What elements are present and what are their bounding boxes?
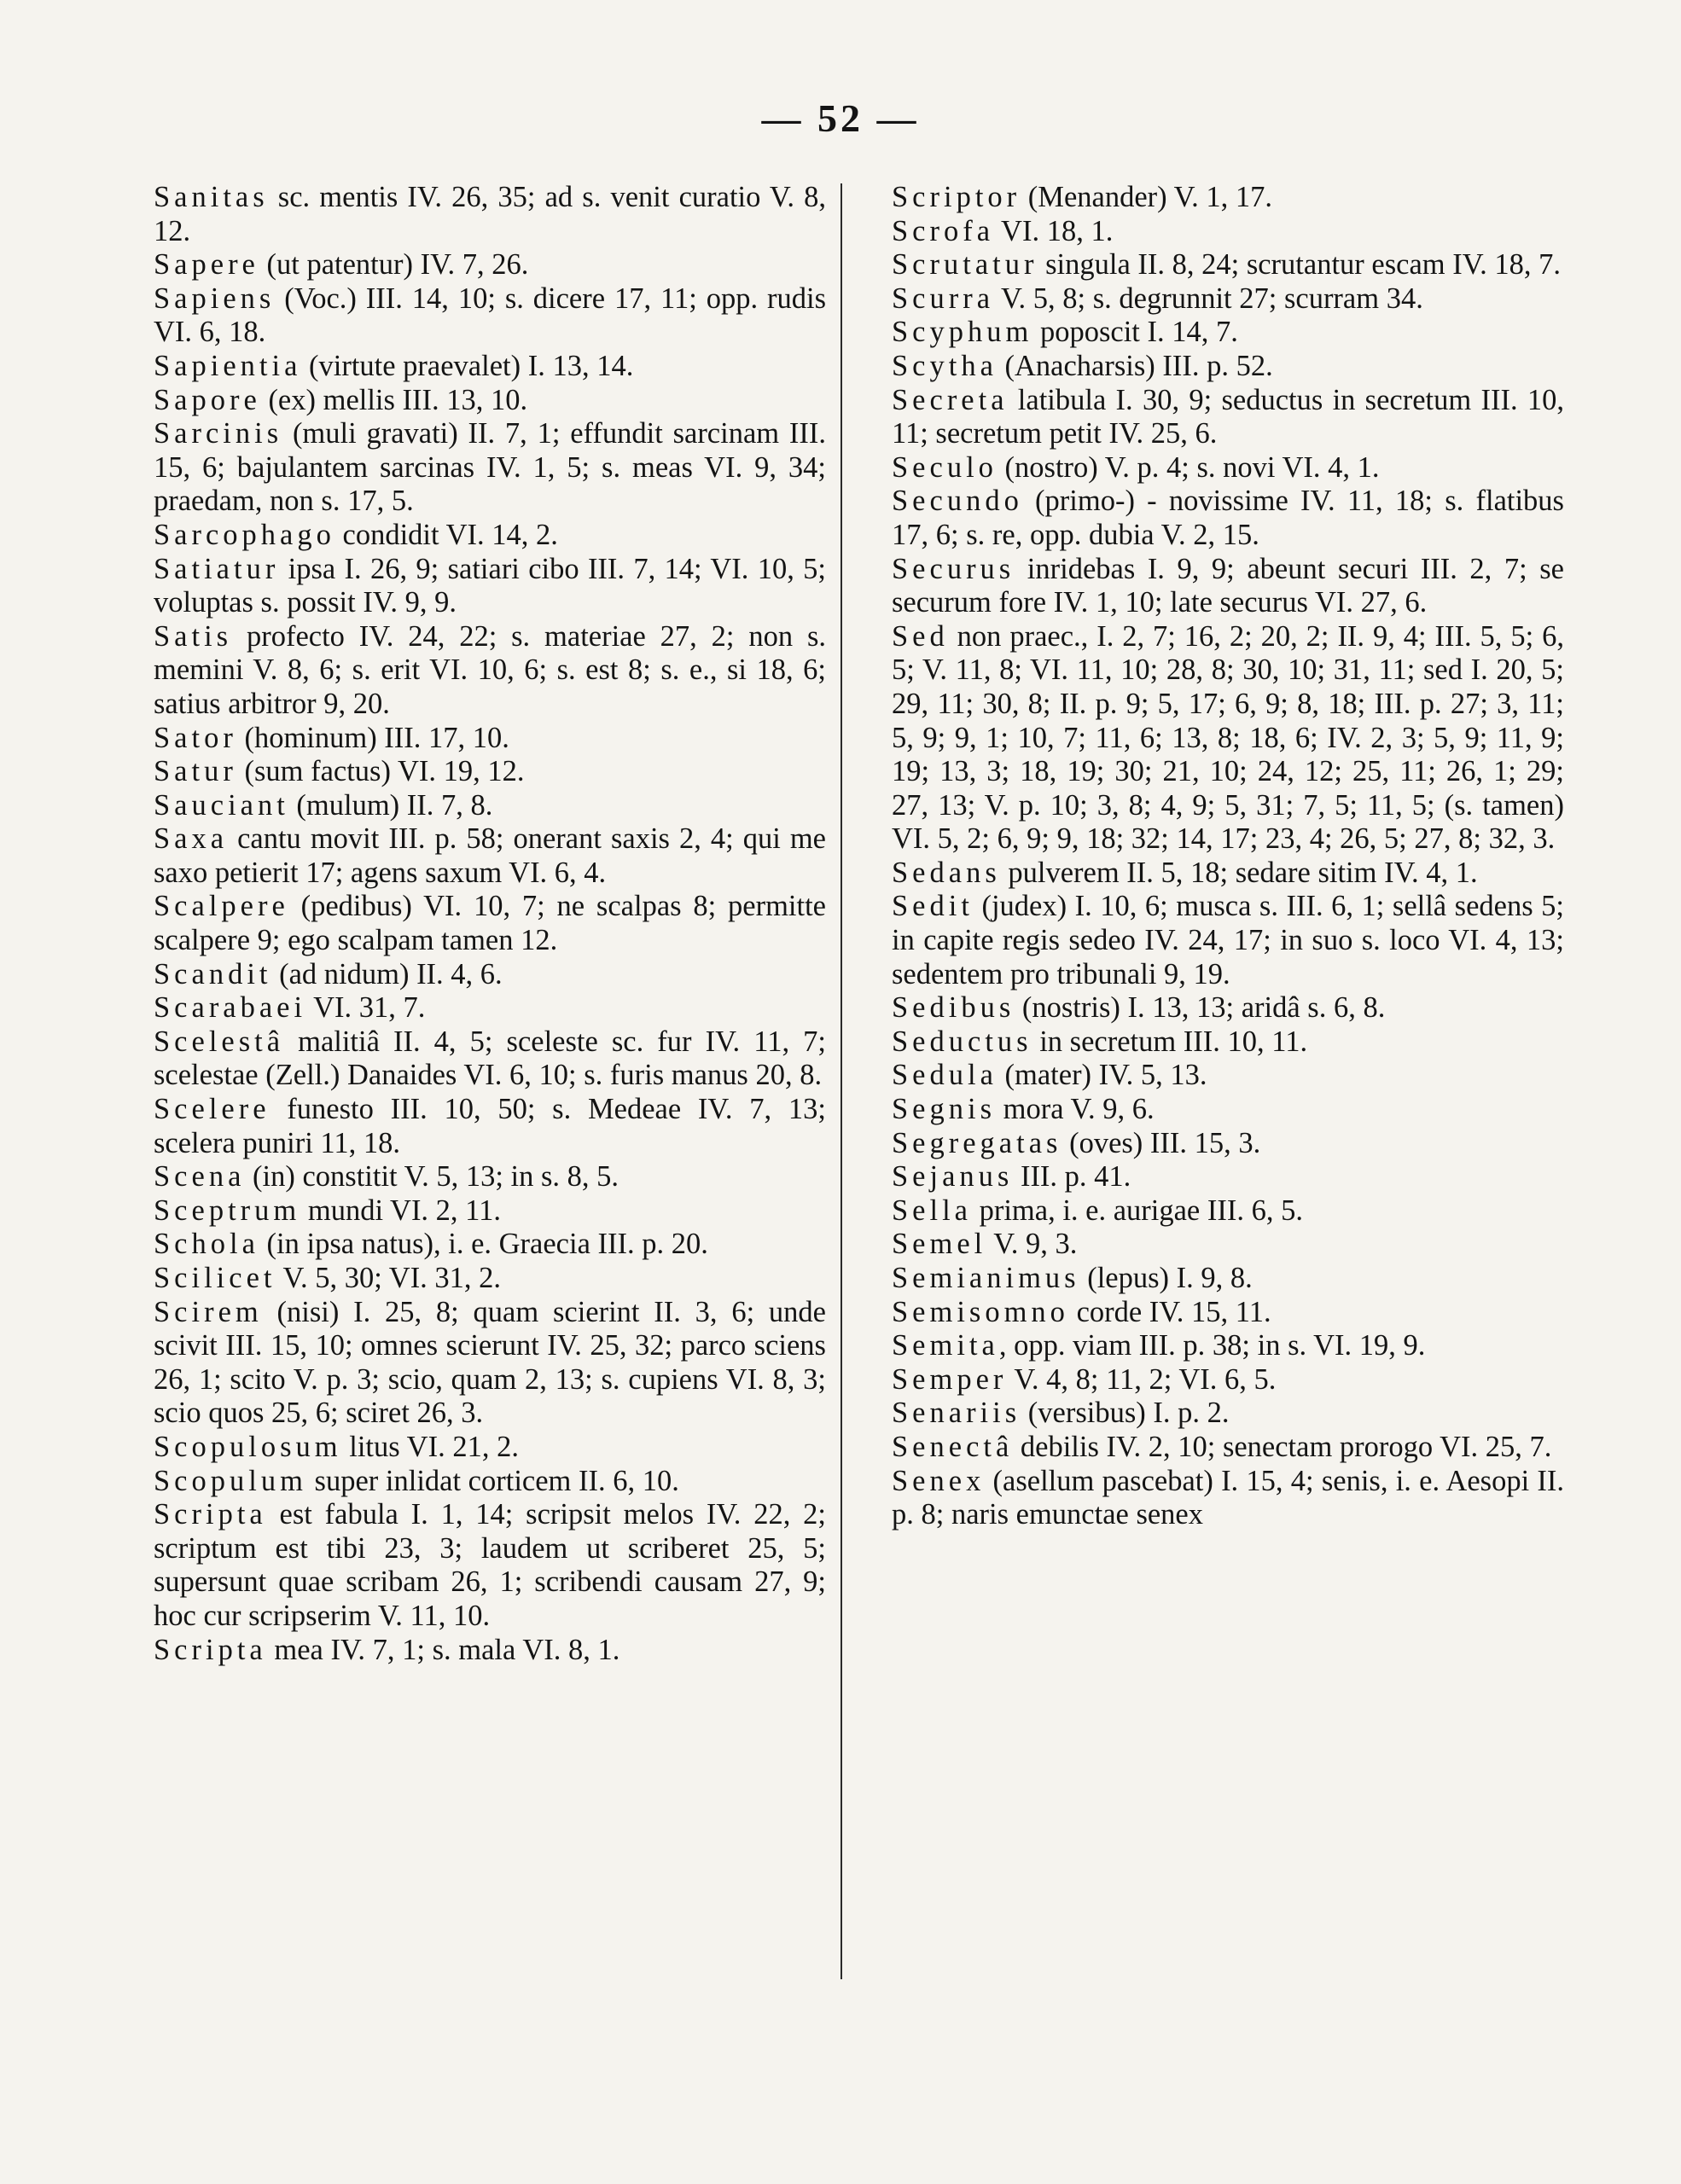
index-entry [892,1465,1564,1532]
entry-references: (pedibus) VI. 10, 7; ne scalpas 8; permitte scalpere 9; ego scalpam tamen 12. [154,890,826,957]
entry-references: (asellum pascebat) I. 15, 4; senis, i. e. Aesopi II. p. 8; naris emunctae senex [892,1464,1564,1531]
entry-references: mundi VI. 2, 11. [300,1194,502,1227]
entry-references: (nostro) V. p. 4; s. novi VI. 4, 1. [997,450,1380,484]
entry-references: (ex) mellis III. 13, 10. [260,383,528,416]
entry-references: in secretum III. 10, 11. [1032,1025,1308,1058]
entry-references: (ut patentur) IV. 7, 26. [259,248,529,282]
entry-headword: Scena [154,1160,246,1194]
index-entry [154,181,826,248]
entry-references: (Anacharsis) III. p. 52. [997,349,1273,382]
index-entry [892,553,1564,620]
entry-headword: Scalpere [154,890,289,923]
entry-references: prima, i. e. aurigae III. 6, 5. [971,1194,1303,1227]
entry-headword: Semisomno [892,1295,1069,1328]
entry-headword: Satiatur [154,552,280,585]
index-entry [892,282,1564,317]
index-entry [892,316,1564,350]
index-entry [154,1160,826,1194]
index-entry [892,991,1564,1025]
entry-headword: Scirem [154,1295,263,1328]
entry-headword: Sedula [892,1059,998,1092]
entry-references: condidit VI. 14, 2. [334,518,558,551]
index-entry [154,991,826,1025]
page-number: — 52 — [761,96,920,140]
index-entry [154,620,826,722]
entry-headword: Scurra [892,282,995,315]
entry-headword: Scarabaei [154,991,307,1025]
entry-references: inridebas I. 9, 9; abeunt securi III. 2, 7; se securum fore IV. 1, 10; late securus VI. 27, 6. [892,552,1564,619]
entry-references: ipsa I. 26, 9; satiari cibo III. 7, 14; VI. 10, 5; voluptas s. possit IV. 9, 9. [154,552,826,619]
index-entry [892,620,1564,857]
entry-references: (versibus) I. p. 2. [1021,1397,1230,1430]
entry-headword: Sejanus [892,1160,1014,1194]
entry-references: (nisi) I. 25, 8; quam scierint II. 3, 6; unde scivit III. 15, 10; omnes scierunt IV. 25, 32; parco sciens 26, 1; scito V. p. 3; scio, quam 2, 13; s. cupiens VI. 8, 3; scio quos 25, 6; sciret 26, 3. [154,1295,826,1430]
entry-references: (hominum) III. 17, 10. [236,721,509,754]
entry-headword: Sapere [154,248,259,282]
entry-headword: Sedit [892,890,974,923]
entry-references: litus VI. 21, 2. [341,1430,519,1463]
right-column [892,181,1564,1532]
index-entry [154,1498,826,1633]
entry-headword: Sedans [892,856,1001,889]
entry-references: non praec., I. 2, 7; 16, 2; 20, 2; II. 9, 4; III. 5, 5; 6, 5; V. 11, 8; VI. 11, 10; 28, 8; 30, 10; 31, 11; sed I. 20, 5; 29, 11; 30, 8; II. p. 9; 5, 17; 6, 9; 8, 18; III. p. 27; 3, 11; 5, 9; 9, 1; 10, 7; 11, 6; 13, 8; 18, 6; IV. 2, 3; 5, 9; 11, 9; 19; 13, 3; 18, 19; 30; 21, 10; 24, 12; 25, 11; 26, 1; 29; 27, 13; V. p. 10; 3, 8; 4, 9; 5, 31; 7, 5; 11, 5; (s. tamen) VI. 5, 2; 6, 9; 9, 18; 32; 14, 17; 23, 4; 26, 5; 27, 8; 32, 3. [892,619,1564,856]
index-entry [154,1025,826,1093]
entry-headword: Secundo [892,485,1023,518]
entry-headword: Sarcinis [154,417,283,450]
entry-headword: Secreta [892,383,1009,416]
index-entry [892,857,1564,891]
entry-headword: Satis [154,619,233,653]
entry-references: (Voc.) III. 14, 10; s. dicere 17, 11; opp. rudis VI. 6, 18. [154,282,826,349]
entry-headword: Scopulum [154,1464,307,1497]
index-entry [154,384,826,418]
index-entry [154,350,826,384]
index-entry [154,553,826,620]
entry-references: cantu movit III. p. 58; onerant saxis 2, 4; qui me saxo petierit 17; agens saxum VI. 6, 4. [154,822,826,889]
entry-references: est fabula I. 1, 14; scripsit melos IV. 22, 2; scriptum est tibi 23, 3; laudem ut scriberet 25, 5; supersunt quae scribam 26, 1; scribendi causam 27, 9; hoc cur scripserim V. 11, 10. [154,1498,826,1632]
entry-headword: Securus [892,552,1015,585]
index-entry [892,890,1564,991]
entry-headword: Scriptor [892,181,1021,213]
index-entry [892,1296,1564,1330]
entry-headword: Scrutatur [892,248,1038,282]
index-entry [154,1228,826,1262]
entry-references: mora V. 9, 6. [996,1093,1155,1126]
entry-headword: Sapientia [154,349,302,382]
entry-headword: Scelestâ [154,1025,285,1058]
index-entry [154,1093,826,1160]
index-entry [892,384,1564,451]
entry-references: malitiâ II. 4, 5; sceleste sc. fur IV. 11, 7; scelestae (Zell.) Danaides VI. 6, 10; s. furis manus 20, 8. [154,1025,826,1092]
index-entry [892,1194,1564,1228]
entry-references: singula II. 8, 24; scrutantur escam IV. 18, 7. [1038,248,1562,282]
entry-references: V. 4, 8; 11, 2; VI. 6, 5. [1007,1362,1277,1396]
entry-references: (muli gravati) II. 7, 1; effundit sarcinam III. 15, 6; bajulantem sarcinas IV. 1, 5; s. meas VI. 9, 34; praedam, non s. 17, 5. [154,417,826,518]
entry-headword: Scripta [154,1633,267,1666]
entry-headword: Scelere [154,1093,270,1126]
entry-headword: Seductus [892,1025,1032,1058]
index-entry [892,350,1564,384]
index-entry [154,958,826,992]
entry-references: (Menander) V. 1, 17. [1021,181,1272,213]
entry-headword: Semper [892,1362,1008,1396]
index-entry [154,282,826,350]
entry-headword: Sanitas [154,181,269,213]
index-entry [154,1431,826,1465]
entry-references: poposcit I. 14, 7. [1032,316,1238,349]
index-entry [154,1296,826,1431]
entry-headword: Sapore [154,383,261,416]
entry-headword: Segnis [892,1093,997,1126]
index-entry [892,1127,1564,1161]
entry-headword: Scytha [892,349,998,382]
entry-headword: Senectâ [892,1430,1014,1463]
index-entry [154,1465,826,1499]
index-entry [892,1397,1564,1431]
entry-references: super inlidat corticem II. 6, 10. [306,1464,679,1497]
index-entry [892,1059,1564,1093]
entry-references: latibula I. 30, 9; seductus in secretum III. 10, 11; secretum petit IV. 25, 6. [892,383,1564,450]
entry-references: V. 5, 8; s. degrunnit 27; scurram 34. [994,282,1423,315]
entry-headword: Segregatas [892,1126,1062,1159]
entry-headword: Semianimus [892,1262,1080,1294]
entry-headword: Semita [892,1329,999,1362]
entry-references: V. 5, 30; VI. 31, 2. [276,1262,502,1294]
entry-headword: Senex [892,1464,986,1497]
index-entry [892,1431,1564,1465]
entry-headword: Scyphum [892,316,1033,349]
column-divider [840,183,842,1979]
index-entry [154,417,826,519]
entry-headword: Seculo [892,450,998,484]
entry-headword: Saxa [154,822,229,856]
entry-references: funesto III. 10, 50; s. Medeae IV. 7, 13; scelera puniri 11, 18. [154,1093,826,1159]
entry-headword: Sella [892,1194,972,1227]
entry-headword: Senariis [892,1397,1021,1430]
entry-references: profecto IV. 24, 22; s. materiae 27, 2; non s. memini V. 8, 6; s. erit VI. 10, 6; s. est 8; s. e., si 18, 6; satius arbitror 9, 20. [154,619,826,720]
entry-headword: Sedibus [892,991,1015,1025]
entry-references: (in) constitit V. 5, 13; in s. 8, 5. [245,1160,619,1194]
entry-references: (in ipsa natus), i. e. Graecia III. p. 20. [259,1228,708,1261]
entry-headword: Sarcophago [154,518,335,551]
index-entry [154,1194,826,1228]
entry-references: (sum factus) VI. 19, 12. [236,755,525,788]
entry-references: debilis IV. 2, 10; senectam prorogo VI. 25, 7. [1013,1430,1552,1463]
entry-references: (mater) IV. 5, 13. [997,1059,1207,1092]
index-entry [892,1093,1564,1127]
index-entry [892,248,1564,282]
entry-references: pulverem II. 5, 18; sedare sitim IV. 4, 1. [1000,856,1478,889]
index-entry [892,1262,1564,1296]
entry-references: VI. 18, 1. [994,214,1114,247]
entry-references: (lepus) I. 9, 8. [1079,1262,1253,1294]
entry-headword: Semel [892,1228,987,1261]
index-entry [892,1228,1564,1262]
entry-references: (primo-) - novissime IV. 11, 18; s. flatibus 17, 6; s. re, opp. dubia V. 2, 15. [892,485,1564,551]
entry-references: (mulum) II. 7, 8. [288,788,493,822]
entry-references: (oves) III. 15, 3. [1062,1126,1261,1159]
entry-headword: Satur [154,755,237,788]
index-entry [892,1160,1564,1194]
entry-headword: Sed [892,619,949,653]
entry-references: V. 9, 3. [986,1228,1078,1261]
entry-headword: Scandit [154,957,272,990]
index-entry [154,1634,826,1668]
entry-headword: Scrofa [892,214,995,247]
index-entry [892,181,1564,215]
entry-references: (virtute praevalet) I. 13, 14. [301,349,634,382]
entry-references: corde IV. 15, 11. [1068,1295,1271,1328]
entry-headword: Sator [154,721,237,754]
entry-headword: Schola [154,1228,259,1261]
index-entry [154,722,826,756]
index-entry [154,1262,826,1296]
entry-headword: Scopulosum [154,1430,342,1463]
entry-references: (ad nidum) II. 4, 6. [271,957,503,990]
entry-references: III. p. 41. [1013,1160,1131,1194]
entry-references: VI. 31, 7. [306,991,426,1025]
left-column [154,181,826,1667]
index-entry [892,451,1564,485]
entry-headword: Sapiens [154,282,276,315]
index-entry [892,485,1564,552]
index-entry [892,1363,1564,1397]
index-entry [154,890,826,957]
entry-headword: Scripta [154,1498,267,1531]
index-entry [892,1025,1564,1060]
entry-references: (nostris) I. 13, 13; aridâ s. 6, 8. [1015,991,1386,1025]
index-entry [154,789,826,823]
index-entry [892,215,1564,249]
entry-references: (judex) I. 10, 6; musca s. III. 6, 1; sellâ sedens 5; in capite regis sedeo IV. 24, 17; in suo s. loco VI. 4, 13; sedentem pro tribunali 9, 19. [892,890,1564,990]
index-entry [154,822,826,890]
index-entry [154,248,826,282]
index-entry [892,1329,1564,1363]
entry-references: , opp. viam III. p. 38; in s. VI. 19, 9. [998,1329,1426,1362]
index-entry [154,519,826,553]
entry-headword: Sauciant [154,788,289,822]
index-entry [154,755,826,789]
entry-references: mea IV. 7, 1; s. mala VI. 8, 1. [266,1633,620,1666]
entry-headword: Sceptrum [154,1194,301,1227]
entry-references: sc. mentis IV. 26, 35; ad s. venit curatio V. 8, 12. [154,181,826,247]
entry-headword: Scilicet [154,1262,276,1294]
